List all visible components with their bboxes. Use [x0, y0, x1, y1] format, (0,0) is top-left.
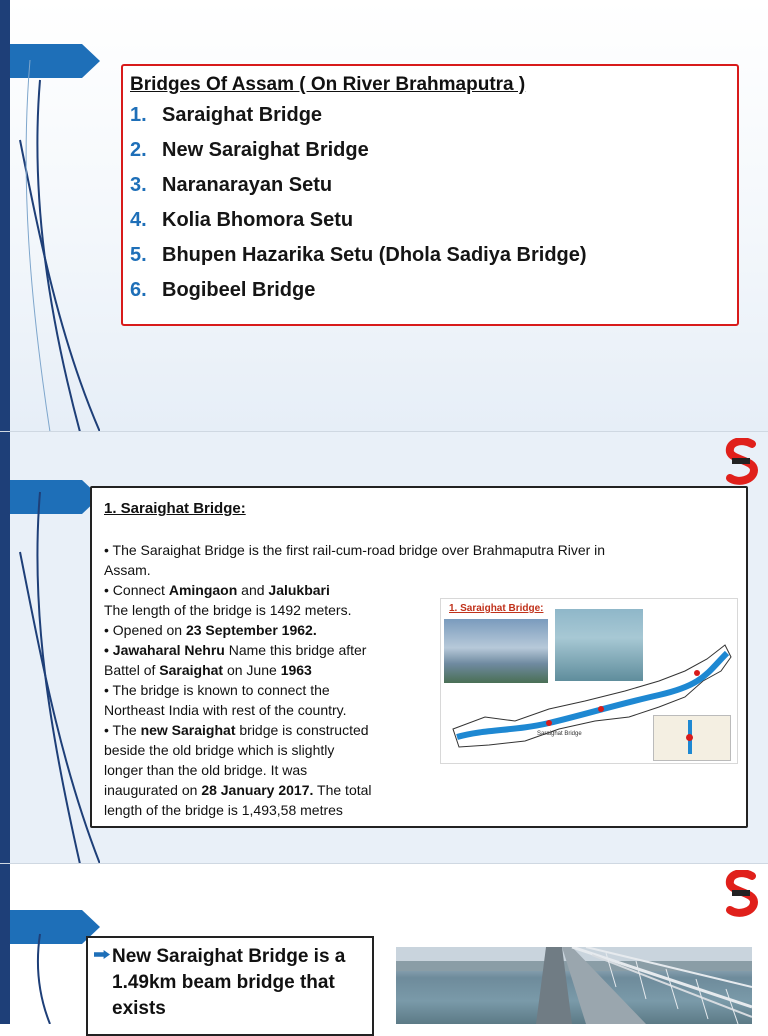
list-item [130, 203, 737, 238]
intro-line-1: • The Saraighat Bridge is the first rail-cum-road bridge over Brahmaputra River in [104, 542, 606, 558]
intro-line-2: Assam. [104, 562, 151, 578]
list-item [130, 273, 737, 308]
battel-place: Saraighat [159, 662, 224, 678]
slide-1 [0, 0, 768, 432]
list-label: New Saraighat Bridge [162, 139, 369, 161]
new-bridge-line [104, 720, 434, 740]
list-item [130, 98, 737, 133]
list-item [130, 168, 737, 203]
opened-date: 23 September 1962. [185, 622, 317, 638]
section-heading: 1. Saraighat Bridge: [104, 500, 246, 517]
list-number: 3. [130, 174, 147, 196]
inaug-prefix: inaugurated on [104, 782, 202, 798]
inaug-line [104, 780, 434, 800]
connect-line [104, 580, 434, 600]
new-saraighat-text-box [86, 936, 374, 1036]
inaug-rest: The total [313, 782, 372, 798]
new-rest: bridge is constructed [235, 722, 369, 738]
left-accent-bar [0, 0, 10, 432]
s-brand-logo-icon [724, 870, 760, 918]
total-length-line: length of the bridge is 1,493,58 metres [104, 802, 343, 818]
beside-line: beside the old bridge which is slightly [104, 742, 335, 758]
battel-year: 1963 [280, 662, 312, 678]
new-bridge-name: new Saraighat [140, 722, 236, 738]
bridges-list-box [121, 64, 739, 326]
left-accent-bar [0, 864, 10, 1024]
list-label: Saraighat Bridge [162, 104, 323, 126]
intro-text [104, 540, 724, 560]
list-label: Naranarayan Setu [162, 174, 333, 196]
map-title: 1. Saraighat Bridge: [449, 603, 544, 614]
battel-mid: on June [223, 662, 281, 678]
intro-text-2 [104, 560, 724, 580]
list-number: 6. [130, 279, 147, 301]
list-number: 5. [130, 244, 147, 266]
list-label: Bogibeel Bridge [162, 279, 316, 301]
new-saraighat-bridge-photo [396, 947, 752, 1024]
map-image-panel [440, 598, 738, 764]
battel-line [104, 660, 434, 680]
list-number: 4. [130, 209, 147, 231]
inaug-date: 28 January 2017. [201, 782, 314, 798]
connect-place-b: Jalukbari [268, 582, 330, 598]
length-line: The length of the bridge is 1492 meters. [104, 602, 352, 618]
list-number: 1. [130, 104, 147, 126]
named-rest: Name this bridge after [224, 642, 367, 658]
s-brand-logo-icon [724, 438, 760, 486]
list-item [130, 133, 737, 168]
list-number: 2. [130, 139, 147, 161]
battel-prefix: Battel of [104, 662, 160, 678]
connect-mid: and [237, 582, 269, 598]
inset-map [653, 715, 731, 761]
map-label: Saraighat Bridge [537, 731, 582, 737]
new-saraighat-description: New Saraighat Bridge is a 1.49km beam bridge that exists [112, 946, 346, 1019]
list-label: Kolia Bhomora Setu [162, 209, 354, 231]
arrow-bullet-icon [94, 950, 110, 959]
connect-place-a: Amingaon [168, 582, 238, 598]
arrow-tab-decoration [10, 480, 100, 514]
bridge-photo-icon [396, 947, 752, 1024]
left-accent-bar [0, 432, 10, 864]
known-line-1: • The bridge is known to connect the [104, 682, 330, 698]
list-item [130, 238, 737, 273]
new-prefix: • The [104, 722, 141, 738]
saraighat-info-box [90, 486, 748, 828]
named-line [104, 640, 434, 660]
connect-prefix: • Connect [104, 582, 169, 598]
named-person: • Jawaharal Nehru [104, 642, 225, 658]
opened-line [104, 620, 434, 640]
opened-prefix: • Opened on [104, 622, 186, 638]
list-label: Bhupen Hazarika Setu (Dhola Sadiya Bridge) [162, 244, 587, 266]
list-title: Bridges Of Assam ( On River Brahmaputra ) [130, 74, 526, 95]
arrow-tab-decoration [10, 44, 100, 78]
longer-line: longer than the old bridge. It was [104, 762, 308, 778]
known-line-2: Northeast India with rest of the country. [104, 702, 347, 718]
